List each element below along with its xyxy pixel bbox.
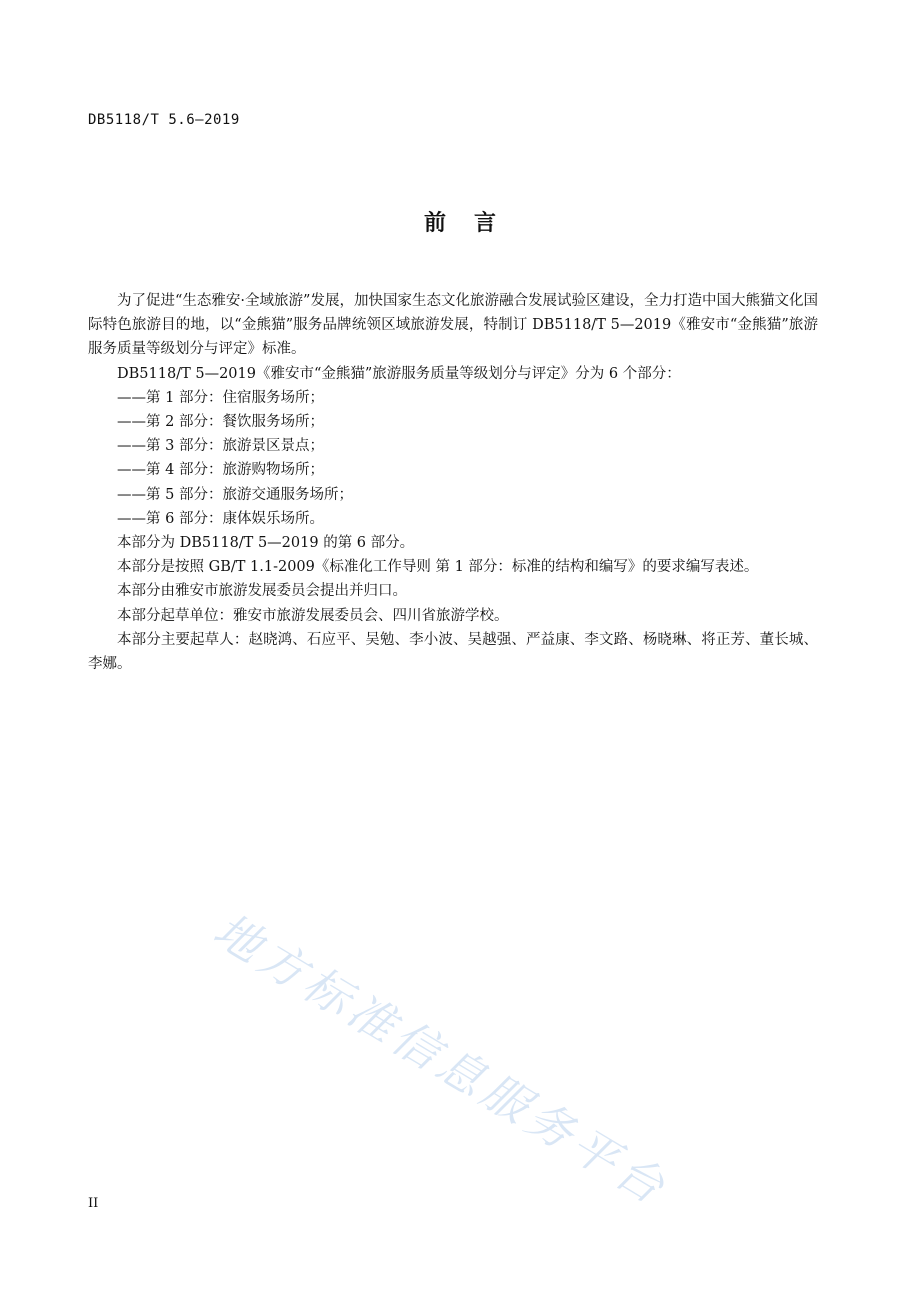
- list-item: ——第 2 部分：餐饮服务场所；: [117, 414, 324, 431]
- paragraph-drafting-rules: 本部分是按照 GB/T 1.1-2009《标准化工作导则 第 1 部分：标准的结构和编写》的要求编写表述。: [117, 559, 759, 576]
- paragraph-this-part: 本部分为 DB5118/T 5—2019 的第 6 部分。: [117, 535, 415, 552]
- watermark: 地方标准信息服务平台: [204, 902, 679, 1217]
- paragraph-parts-intro: DB5118/T 5—2019《雅安市“金熊猫”旅游服务质量等级划分与评定》分为 6 个部分：: [117, 365, 681, 382]
- list-item: ——第 4 部分：旅游购物场所；: [117, 462, 324, 479]
- paragraph-drafters: 本部分主要起草人：赵晓鸿、石应平、吴勉、李小波、吴越强、严益康、李文路、杨晓琳、将正芳、董长城、李娜。: [88, 631, 818, 673]
- paragraph-purpose: 为了促进“生态雅安·全域旅游”发展，加快国家生态文化旅游融合发展试验区建设，全力打造中国大熊猫文化国际特色旅游目的地，以“金熊猫”服务品牌统领区域旅游发展，特制订 DB5118/T 5—2019《雅安市“金熊猫”旅游服务质量等级划分与评定》标准。: [88, 293, 818, 358]
- page-number: II: [88, 1196, 99, 1211]
- page-title: 前言: [423, 211, 524, 236]
- foreword-body: [88, 289, 818, 676]
- list-item: ——第 1 部分：住宿服务场所；: [117, 389, 324, 406]
- list-item: ——第 3 部分：旅游景区景点；: [117, 438, 324, 455]
- list-item: ——第 5 部分：旅游交通服务场所；: [117, 486, 353, 503]
- list-item: ——第 6 部分：康体娱乐场所。: [117, 510, 324, 527]
- paragraph-proposer: 本部分由雅安市旅游发展委员会提出并归口。: [117, 583, 407, 600]
- paragraph-drafting-units: 本部分起草单位：雅安市旅游发展委员会、四川省旅游学校。: [117, 607, 509, 624]
- document-code: DB5118/T 5.6—2019: [88, 112, 240, 128]
